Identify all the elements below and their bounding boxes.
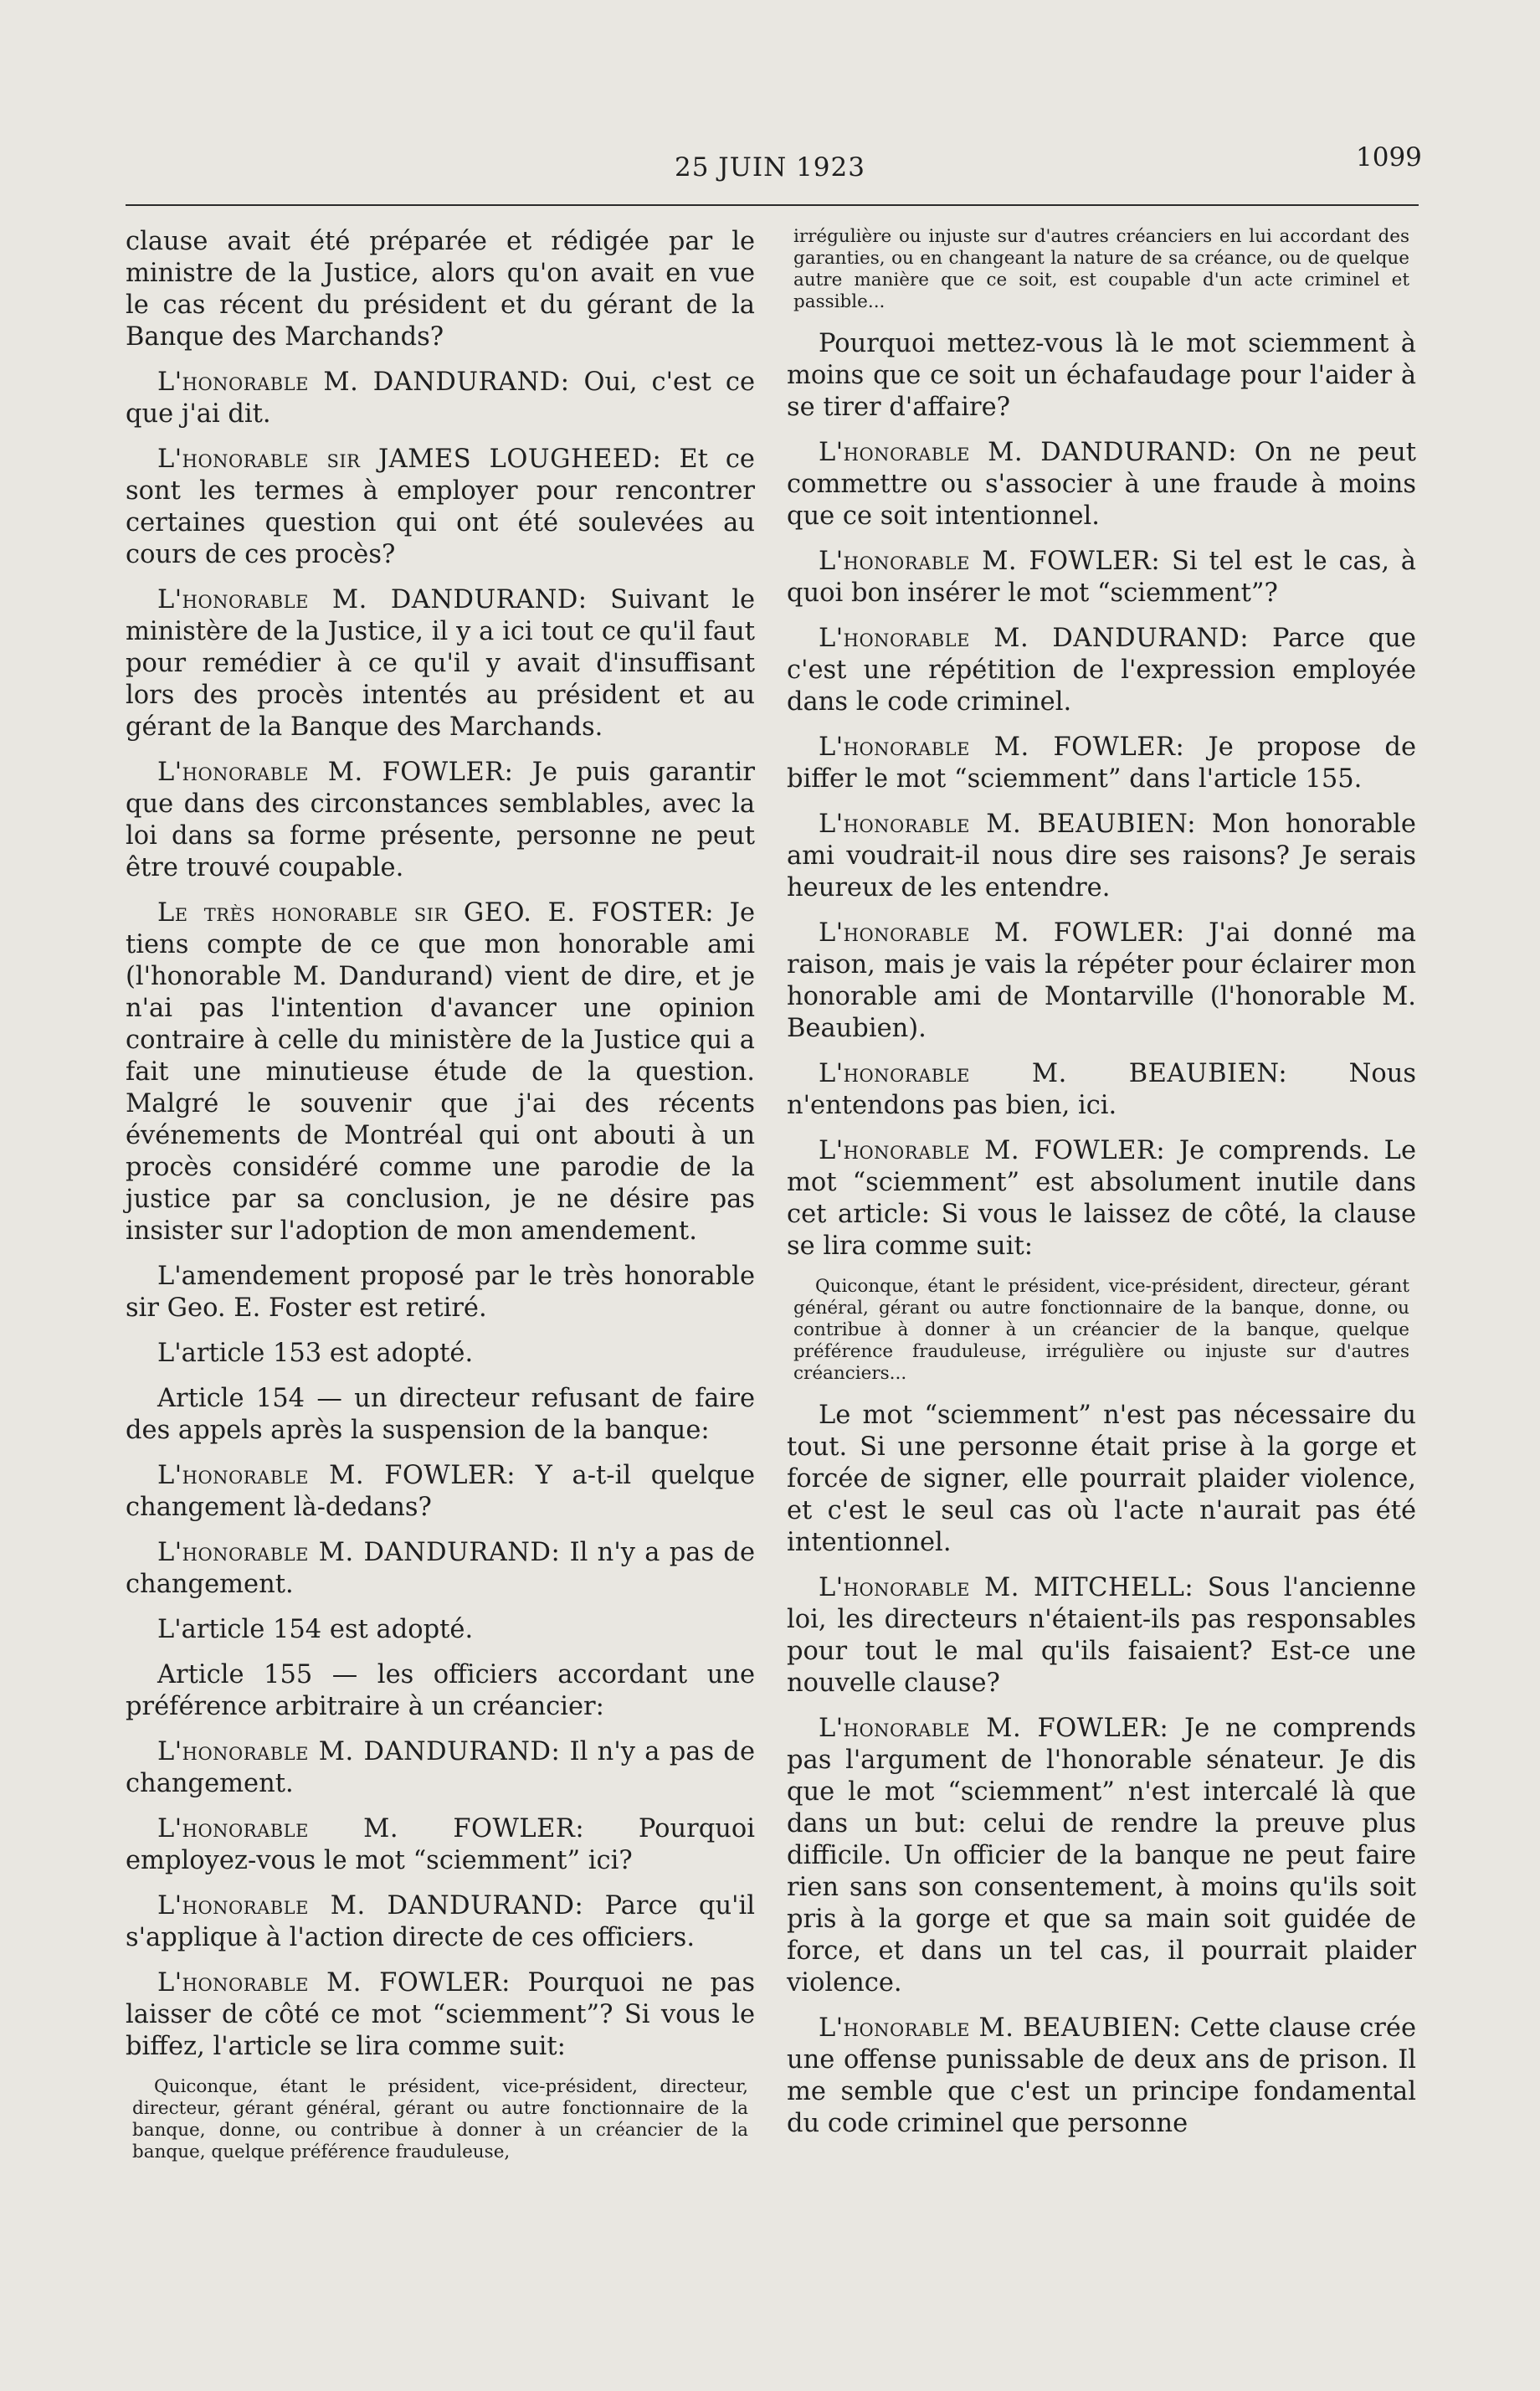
speaker-name: L'honorable M. FOWLER:: [819, 918, 1185, 948]
speech-paragraph: [787, 546, 1416, 609]
paragraph: [787, 328, 1416, 424]
speech-paragraph: [126, 1890, 755, 1954]
speech-paragraph: [126, 1967, 755, 2063]
paragraph-text: Y a-t-il quelque changement là-dedans?: [126, 1461, 755, 1522]
paragraph-text: Pourquoi employez-vous le mot “sciemment” ici?: [126, 1814, 755, 1875]
right-column: [787, 226, 1416, 2153]
paragraph-text: Je propose de biffer le mot “sciemment” dans l'article 155.: [787, 733, 1416, 794]
paragraph-text: clause avait été préparée et rédigée par le ministre de la Justice, alors qu'on avait en vue le cas récent du président et du gérant de la Banque des Marchands?: [126, 227, 755, 352]
speech-paragraph: [787, 918, 1416, 1045]
header-rule: [126, 204, 1419, 206]
speech-paragraph: [126, 1537, 755, 1601]
paragraph-text: J'ai donné ma raison, mais je vais la répéter pour éclairer mon honorable ami de Montarville (l'honorable M. Beaubien).: [787, 918, 1416, 1043]
speaker-name: L'honorable M. FOWLER:: [157, 1814, 585, 1843]
speaker-name: L'honorable M. DANDURAND:: [157, 1538, 561, 1567]
speaker-name: L'honorable M. FOWLER:: [819, 1136, 1166, 1165]
paragraph-text: Je ne comprends pas l'argument de l'honorable sénateur. Je dis que le mot “sciemment” n'est intercalé là que dans un but: celui de rendre la preuve plus difficile. Un officier de la banque ne peut faire rien sans son consentement, à moins qu'ils soit pris à la gorge et que sa main soit guidée de force, et dans un tel cas, il pourrait plaider violence.: [787, 1714, 1416, 1998]
quoted-clause: irrégulière ou injuste sur d'autres créanciers en lui accordant des garanties, ou en changeant la nature de sa créance, ou de quelque autre manière que ce soit, est coupable d'un acte criminel et passible...: [793, 226, 1409, 312]
paragraph: [126, 1614, 755, 1646]
paragraph-text: Cette clause crée une offense punissable de deux ans de prison. Il me semble que c'est un principe fondamental du code criminel que personne: [787, 2013, 1416, 2138]
paragraph: [126, 1338, 755, 1370]
speech-paragraph: [787, 623, 1416, 718]
paragraph-text: Parce que c'est une répétition de l'expression employée dans le code criminel.: [787, 624, 1416, 717]
paragraph-text: Suivant le ministère de la Justice, il y a ici tout ce qu'il faut pour remédier à ce qu'il y avait d'insuffisant lors des procès intentés au président et au gérant de la Banque des Marchands.: [126, 585, 755, 742]
speech-paragraph: [126, 1813, 755, 1877]
speaker-name: L'honorable M. DANDURAND:: [157, 1891, 584, 1921]
speaker-name: L'honorable M. FOWLER:: [819, 547, 1161, 576]
paragraph-text: Article 155 — les officiers accordant une préférence arbitraire à un créancier:: [126, 1660, 755, 1721]
speech-paragraph: [126, 584, 755, 743]
paragraph-text: Je comprends. Le mot “sciemment” est absolument inutile dans cet article: Si vous le laissez de côté, la clause se lira comme suit:: [787, 1136, 1416, 1261]
paragraph-text: Il n'y a pas de changement.: [126, 1737, 755, 1798]
quoted-clause: Quiconque, étant le président, vice-président, directeur, gérant général, gérant ou autre fonctionnaire de la banque, donne, ou contribue à donner à un créancier de la banque, quelque préférence frauduleuse, irrégulière ou injuste sur d'autres créanciers...: [793, 1276, 1409, 1384]
speaker-name: L'honorable M. DANDURAND:: [819, 438, 1238, 467]
speech-paragraph: [787, 2013, 1416, 2140]
paragraph-text: Article 154 — un directeur refusant de faire des appels après la suspension de la banque:: [126, 1384, 755, 1445]
paragraph-text: Je puis garantir que dans des circonstances semblables, avec la loi dans sa forme présente, personne ne peut être trouvé coupable.: [126, 758, 755, 882]
quoted-clause: Quiconque, étant le président, vice-président, directeur, directeur, gérant général, gérant ou autre fonctionnaire de la banque, donne, ou contribue à donner à un créancier de la banque, quelque préférence frauduleuse,: [132, 2076, 748, 2162]
paragraph-text: Et ce sont les termes à employer pour rencontrer certaines question qui ont été soulevées au cours de ces procès?: [126, 445, 755, 569]
speaker-name: L'honorable M. BEAUBIEN:: [819, 1059, 1288, 1088]
speech-paragraph: [787, 1713, 1416, 1999]
speech-paragraph: [787, 1572, 1416, 1699]
paragraph-text: Oui, c'est ce que j'ai dit.: [126, 368, 755, 429]
paragraph: [126, 1383, 755, 1447]
speech-paragraph: [126, 444, 755, 571]
left-column: [126, 226, 755, 2178]
speaker-name: L'honorable sir JAMES LOUGHEED:: [157, 445, 662, 474]
speech-paragraph: [126, 897, 755, 1247]
paragraph-text: Si tel est le cas, à quoi bon insérer le mot “sciemment”?: [787, 547, 1416, 608]
paragraph-text: Pourquoi mettez-vous là le mot sciemment à moins que ce soit un échafaudage pour l'aider à se tirer d'affaire?: [787, 329, 1416, 422]
speech-paragraph: [126, 1460, 755, 1524]
speech-paragraph: [787, 1058, 1416, 1122]
speaker-name: L'honorable M. FOWLER:: [819, 733, 1185, 762]
paragraph-text: Pourquoi ne pas laisser de côté ce mot “sciemment”? Si vous le biffez, l'article se lira comme suit:: [126, 1968, 755, 2061]
paragraph: [787, 1400, 1416, 1559]
speaker-name: L'honorable M. BEAUBIEN:: [819, 2013, 1182, 2043]
speaker-name: L'honorable M. DANDURAND:: [157, 368, 570, 397]
paragraph: [126, 1261, 755, 1324]
paragraph-text: Sous l'ancienne loi, les directeurs n'étaient-ils pas responsables pour tout le mal qu'ils faisaient? Est-ce une nouvelle clause?: [787, 1573, 1416, 1698]
speaker-name: L'honorable M. DANDURAND:: [819, 624, 1250, 653]
paragraph-text: L'article 153 est adopté.: [157, 1339, 474, 1368]
paragraph-text: Parce qu'il s'applique à l'action directe de ces officiers.: [126, 1891, 755, 1952]
paragraph-text: On ne peut commettre ou s'associer à une fraude à moins que ce soit intentionnel.: [787, 438, 1416, 531]
speech-paragraph: [787, 809, 1416, 904]
speaker-name: L'honorable M. FOWLER:: [819, 1714, 1169, 1743]
speaker-name: L'honorable M. FOWLER:: [157, 1461, 516, 1490]
page-number: 1099: [1356, 142, 1422, 172]
paragraph: [126, 1659, 755, 1723]
speech-paragraph: [787, 1135, 1416, 1262]
page-date: 25 JUIN 1923: [675, 152, 865, 183]
paragraph-text: Il n'y a pas de changement.: [126, 1538, 755, 1599]
paragraph-text: Le mot “sciemment” n'est pas nécessaire du tout. Si une personne était prise à la gorge et forcée de signer, elle pourrait plaider violence, et c'est le seul cas où l'acte n'aurait pas été intentionnel.: [787, 1401, 1416, 1557]
paragraph-text: Mon honorable ami voudrait-il nous dire ses raisons? Je serais heureux de les entendre.: [787, 810, 1416, 902]
speaker-name: L'honorable M. MITCHELL:: [819, 1573, 1194, 1602]
speaker-name: L'honorable M. FOWLER:: [157, 1968, 511, 1998]
speaker-name: Le très honorable sir GEO. E. FOSTER:: [157, 898, 715, 928]
speech-paragraph: [126, 757, 755, 884]
paragraph-text: L'article 154 est adopté.: [157, 1615, 474, 1644]
paragraph-text: Je tiens compte de ce que mon honorable ami (l'honorable M. Dandurand) vient de dire, et je n'ai pas l'intention d'avancer une opinion contraire à celle du ministère de la Justice qui a fait une minutieuse étude de la question. Malgré le souvenir que j'ai des récents événements de Montréal qui ont abouti à un procès considéré comme une parodie de la justice par sa conclusion, je ne désire pas insister sur l'adoption de mon amendement.: [126, 898, 756, 1246]
speaker-name: L'honorable M. DANDURAND:: [157, 585, 588, 614]
speech-paragraph: [787, 732, 1416, 795]
speaker-name: L'honorable M. BEAUBIEN:: [819, 810, 1197, 839]
speech-paragraph: [787, 437, 1416, 532]
speech-paragraph: [126, 367, 755, 430]
paragraph-text: L'amendement proposé par le très honorable sir Geo. E. Foster est retiré.: [126, 1262, 755, 1323]
paragraph-text: Nous n'entendons pas bien, ici.: [787, 1059, 1416, 1120]
speech-paragraph: [126, 1736, 755, 1800]
paragraph: [126, 226, 755, 353]
speaker-name: L'honorable M. DANDURAND:: [157, 1737, 561, 1766]
speaker-name: L'honorable M. FOWLER:: [157, 758, 514, 787]
